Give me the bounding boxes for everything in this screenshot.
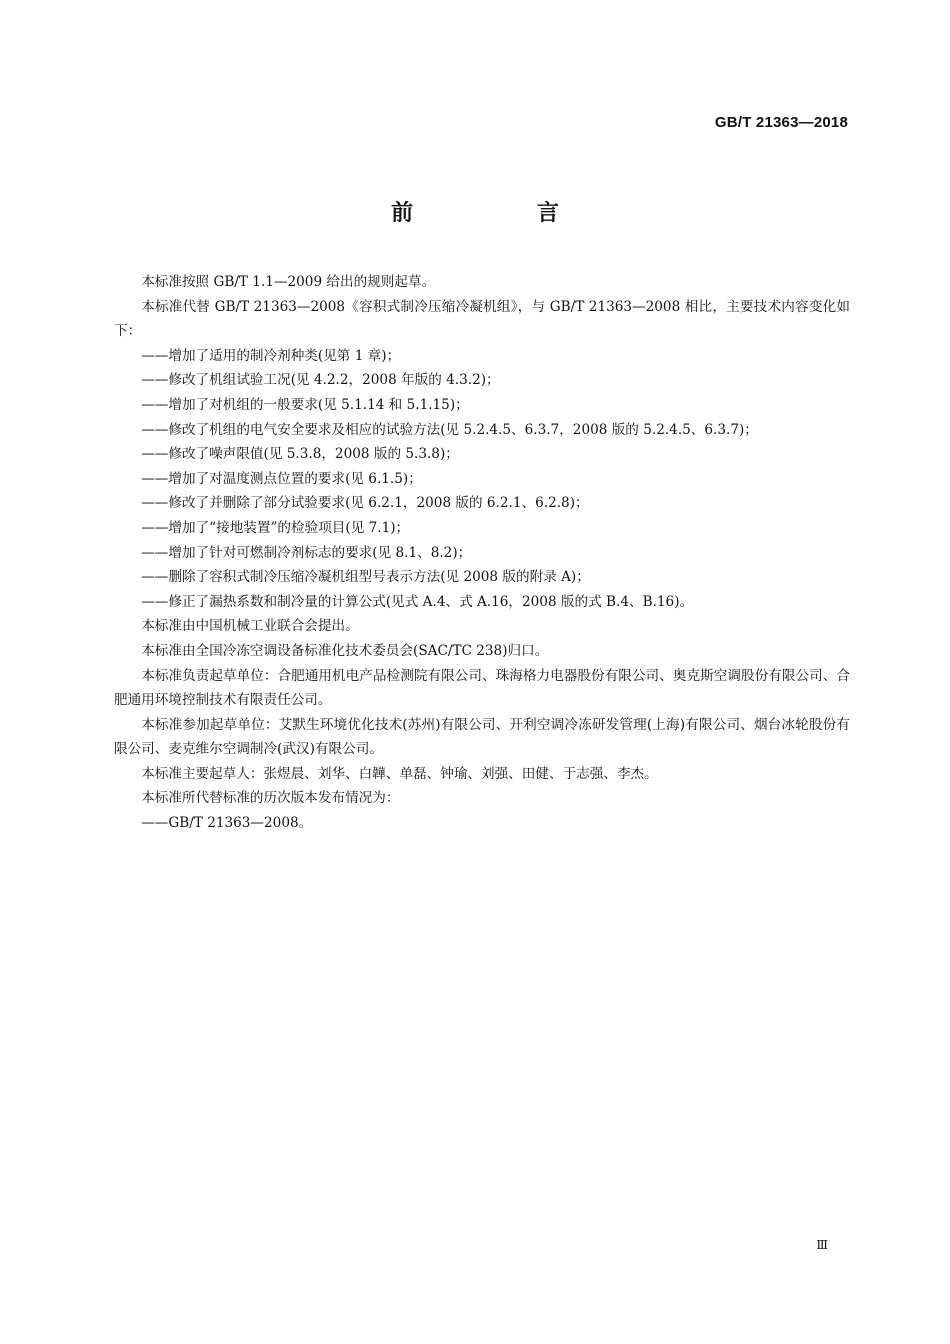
list-item: ——修改了机组的电气安全要求及相应的试验方法(见 5.2.4.5、6.3.7，2008 版的 5.2.4.5、6.3.7)；	[141, 421, 758, 438]
paragraph: 本标准由中国机械工业联合会提出。	[141, 618, 359, 635]
foreword-body	[114, 270, 850, 836]
list-item: ——增加了适用的制冷剂种类(见第 1 章)；	[141, 347, 401, 364]
list-item: ——修改了机组试验工况(见 4.2.2，2008 年版的 4.3.2)；	[141, 372, 500, 389]
page-title: 前 言	[391, 201, 617, 226]
list-item: ——增加了“接地装置”的检验项目(见 7.1)；	[141, 519, 410, 536]
paragraph: 本标准所代替标准的历次版本发布情况为：	[141, 790, 400, 807]
paragraph: 本标准代替 GB/T 21363—2008《容积式制冷压缩冷凝机组》，与 GB/T 21363—2008 相比，主要技术内容变化如下：	[114, 298, 850, 340]
list-item: ——增加了对机组的一般要求(见 5.1.14 和 5.1.15)；	[141, 396, 469, 413]
list-item: ——修改了噪声限值(见 5.3.8，2008 版的 5.3.8)；	[141, 446, 459, 463]
list-item: ——增加了对温度测点位置的要求(见 6.1.5)；	[141, 470, 422, 487]
paragraph: 本标准参加起草单位：艾默生环境优化技术(苏州)有限公司、开利空调冷冻研发管理(上海)有限公司、烟台冰轮股份有限公司、麦克维尔空调制冷(武汉)有限公司。	[114, 716, 850, 758]
standard-code: GB/T 21363—2018	[714, 114, 848, 131]
list-item: ——修正了漏热系数和制冷量的计算公式(见式 A.4、式 A.16，2008 版的式 B.4、B.16)。	[141, 593, 694, 610]
paragraph: 本标准负责起草单位：合肥通用机电产品检测院有限公司、珠海格力电器股份有限公司、奥克斯空调股份有限公司、合肥通用环境控制技术有限责任公司。	[114, 667, 850, 709]
page-number: Ⅲ	[816, 1238, 828, 1252]
list-item: ——修改了并删除了部分试验要求(见 6.2.1，2008 版的 6.2.1、6.2.8)；	[141, 495, 589, 512]
list-item: ——GB/T 21363—2008。	[141, 815, 313, 832]
paragraph: 本标准主要起草人：张煜晨、刘华、白韡、单磊、钟瑜、刘强、田健、于志强、李杰。	[141, 765, 658, 782]
paragraph: 本标准按照 GB/T 1.1—2009 给出的规则起草。	[141, 274, 436, 290]
list-item: ——删除了容积式制冷压缩冷凝机组型号表示方法(见 2008 版的附录 A)；	[141, 569, 590, 586]
list-item: ——增加了针对可燃制冷剂标志的要求(见 8.1、8.2)；	[141, 544, 472, 561]
paragraph: 本标准由全国冷冻空调设备标准化技术委员会(SAC/TC 238)归口。	[141, 642, 549, 659]
